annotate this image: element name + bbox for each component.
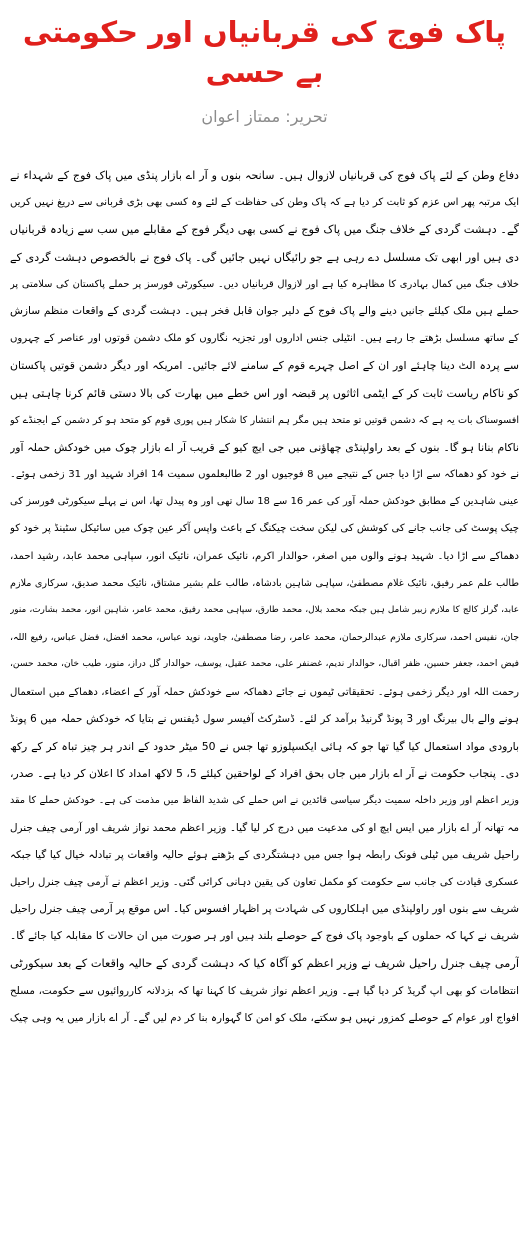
article-body [10, 162, 519, 1032]
body-line: گے۔ دہشت گردی کے خلاف جنگ میں پاک فوج نے کسی بھی دیگر فوج کے مقابلے میں سب سے زیادہ قربانیاں [10, 222, 519, 237]
body-line: فیض احمد، جعفر حسین، ظفر اقبال، حوالدار ندیم، غضنفر علی، محمد عقیل، یوسف، حوالدار گل دراز، منور، طیب خان، محمد حسن، [10, 659, 519, 670]
body-line: آرمی چیف جنرل راحیل شریف نے وزیر اعظم کو آگاہ کیا کہ دہشت گردی کے حالیہ واقعات کے بعد سیکورٹی [10, 956, 519, 971]
body-line: افواج اور عوام کے حوصلے کمزور نہیں ہو سکتے، ملک کو امن کا گہوارہ بنا کر دم لیں گے۔ آر اے بازار میں یہ وہی چیک [10, 1011, 519, 1024]
body-line: دی۔ پنجاب حکومت نے آر اے بازار میں جاں بحق افراد کے لواحقین کیلئے 5، 5 لاکھ امداد کا اعلان کر دیا ہے۔ صدر، [10, 767, 519, 781]
body-line: سے پردہ الٹ دینا چاہئے اور ان کے اصل چہرے قوم کے سامنے لائے جائیں۔ امریکہ اور دیگر دشمن قوتیں پاکستان [10, 359, 519, 373]
body-line: نے خود کو دھماکہ سے اڑا دیا جس کے نتیجے میں 8 فوجیوں اور 2 طالبعلموں سمیت 14 افراد شہید اور 31 زخمی ہوئے۔ [10, 469, 519, 481]
body-line: دی ہیں اور ابھی تک مسلسل دے رہی ہے جو رائیگاں نہیں جائیں گی۔ پاک فوج نے بالخصوص دہشت گردی کے [10, 250, 519, 264]
body-line: افسوسناک بات یہ ہے کہ دشمن قوتیں تو متحد ہیں مگر ہم انتشار کا شکار ہیں پوری قوم کو متحد ہو کر دشمن کے ایجنڈے کو [10, 414, 519, 426]
body-line: بارودی مواد استعمال کیا گیا تھا جو کہ ہائی ایکسپلوزو تھا جس نے 50 میٹر حدود کے اندر ہر چیز تباہ کر کے رکھ [10, 739, 519, 753]
body-line: عینی شاہدین کے مطابق خودکش حملہ آور کی عمر 16 سے 18 سال تھی اور وہ پیدل تھا، اس نے پہلے سیکورٹی فورسز کی [10, 496, 519, 508]
body-line: مہ تھانہ آر اے بازار میں ایس ایچ او کی مدعیت میں درج کر لیا گیا۔ وزیر اعظم محمد نواز شریف اور آرمی چیف جنرل [10, 821, 519, 834]
body-line: عابد، گرلز کالج کا ملازم زبیر شامل ہیں جبکہ محمد بلال، محمد طارق، سپاہی محمد رفیق، محمد عامر، شاہین انور، محمد بشارت، منور [10, 605, 519, 615]
article-byline: تحریر: ممتاز اعوان [201, 107, 328, 126]
body-line: حملے ہیں ملک کیلئے جانیں دینے والے پاک فوج کے دلیر جوان قابل فخر ہیں۔ دہشت گردی کے واقعات منظم سازش [10, 304, 519, 317]
body-line: ناکام بنانا ہو گا۔ بنوں کے بعد راولپنڈی چھاؤنی میں جی ایچ کیو کے قریب آر اے بازار چوک میں خودکش حملہ آور [10, 440, 519, 454]
article-title: پاک فوج کی قربانیاں اور حکومتی بے حسی [22, 15, 507, 89]
body-line: دفاع وطن کے لئے پاک فوج کی قربانیاں لازوال ہیں۔ سانحہ بنوں و آر اے بازار پنڈی میں پاک فوج کے شہداء نے [10, 169, 519, 182]
body-line: کو ناکام ریاست ثابت کر کے ایٹمی اثاثوں پر قبضہ اور اس خطے میں بھارت کی بالا دستی قائم کرنا چاہتی ہیں [10, 386, 519, 400]
body-line: شریف سے بنوں اور راولپنڈی میں اہلکاروں کی شہادت پر اظہار افسوس کیا۔ اس موقع پر آرمی چیف جنرل راحیل [10, 903, 519, 916]
body-line: وزیر اعظم اور وزیر داخلہ سمیت دیگر سیاسی قائدین نے اس حملے کی شدید الفاظ میں مذمت کی ہے۔ خودکش حملے کا مقد [10, 795, 519, 807]
body-line: عسکری قیادت کی جانب سے حکومت کو مکمل تعاون کی یقین دہانی کرائی گئی۔ وزیر اعظم نے آرمی چیف جنرل راحیل [10, 876, 519, 888]
body-line: طالب علم عمر رفیق، نائیک غلام مصطفیٰ، سپاہی شاہین بادشاہ، طالب علم بشیر مشتاق، نائیک محمد صدیق، سرکاری ملازم [10, 577, 519, 589]
body-line: جان، نفیس احمد، سرکاری ملازم عبدالرحمان، محمد عامر، رضا مصطفیٰ، جاوید، نوید عباس، محمد افضل، فضل عباس، رفیع اللہ، [10, 632, 519, 644]
body-line: شریف نے کہا کہ حملوں کے باوجود پاک فوج کے حوصلے بلند ہیں اور ہر صورت میں ان حالات کا مقابلہ کیا جائے گا۔ [10, 930, 519, 943]
body-line: چیک پوسٹ کی جانب جانے کی کوشش کی لیکن سخت چیکنگ کے باعث واپس آکر عین چوک میں سائیکل سٹینڈ پر خود کو [10, 523, 519, 535]
body-line: کے ساتھ مسلسل بڑھتے جا رہے ہیں۔ انٹیلی جنس اداروں اور تجزیہ نگاروں کو ملک دشمن قوتوں اور عناصر کے چہروں [10, 333, 519, 345]
body-line: ایک مرتبہ پھر اس عزم کو ثابت کر دیا ہے کہ پاک وطن کی حفاظت کے لئے وہ کسی بھی بڑی قربانی سے دریغ نہیں کریں [10, 197, 519, 209]
body-line: دھماکے سے اڑا دیا۔ شہید ہونے والوں میں اصغر، حوالدار اکرم، نائیک عمران، نائیک انور، سپاہی محمد عابد، رشید احمد، [10, 550, 519, 562]
body-line: راحیل شریف میں ٹیلی فونک رابطہ ہوا جس میں دہشتگردی کے بڑھتے ہوئے حالیہ واقعات پر تبادلہ خیال کیا گیا جبکہ [10, 848, 519, 861]
body-line: خلاف جنگ میں کمال بہادری کا مظاہرہ کیا ہے اور لازوال قربانیاں دیں۔ سیکورٹی فورسز پر حملے پاکستان کی سلامتی پر [10, 278, 519, 290]
body-line: انتظامات کو بھی اپ گریڈ کر دیا گیا ہے۔ وزیر اعظم نواز شریف کا کہنا تھا کہ بزدلانہ کارروائیوں سے حکومت، مسلح [10, 984, 519, 997]
body-line: ہونے والے بال بیرنگ اور 3 پونڈ گرنیڈ برآمد کر لئے۔ ڈسٹرکٹ آفیسر سول ڈیفنس نے بتایا کہ خودکش حملہ میں 6 پونڈ [10, 712, 519, 725]
body-line: رحمت اللہ اور دیگر زخمی ہوئے۔ تحقیقاتی ٹیموں نے جائے دھماکہ سے خودکش حملہ آور کے اعضاء، دھماکے میں استعمال [10, 686, 519, 698]
